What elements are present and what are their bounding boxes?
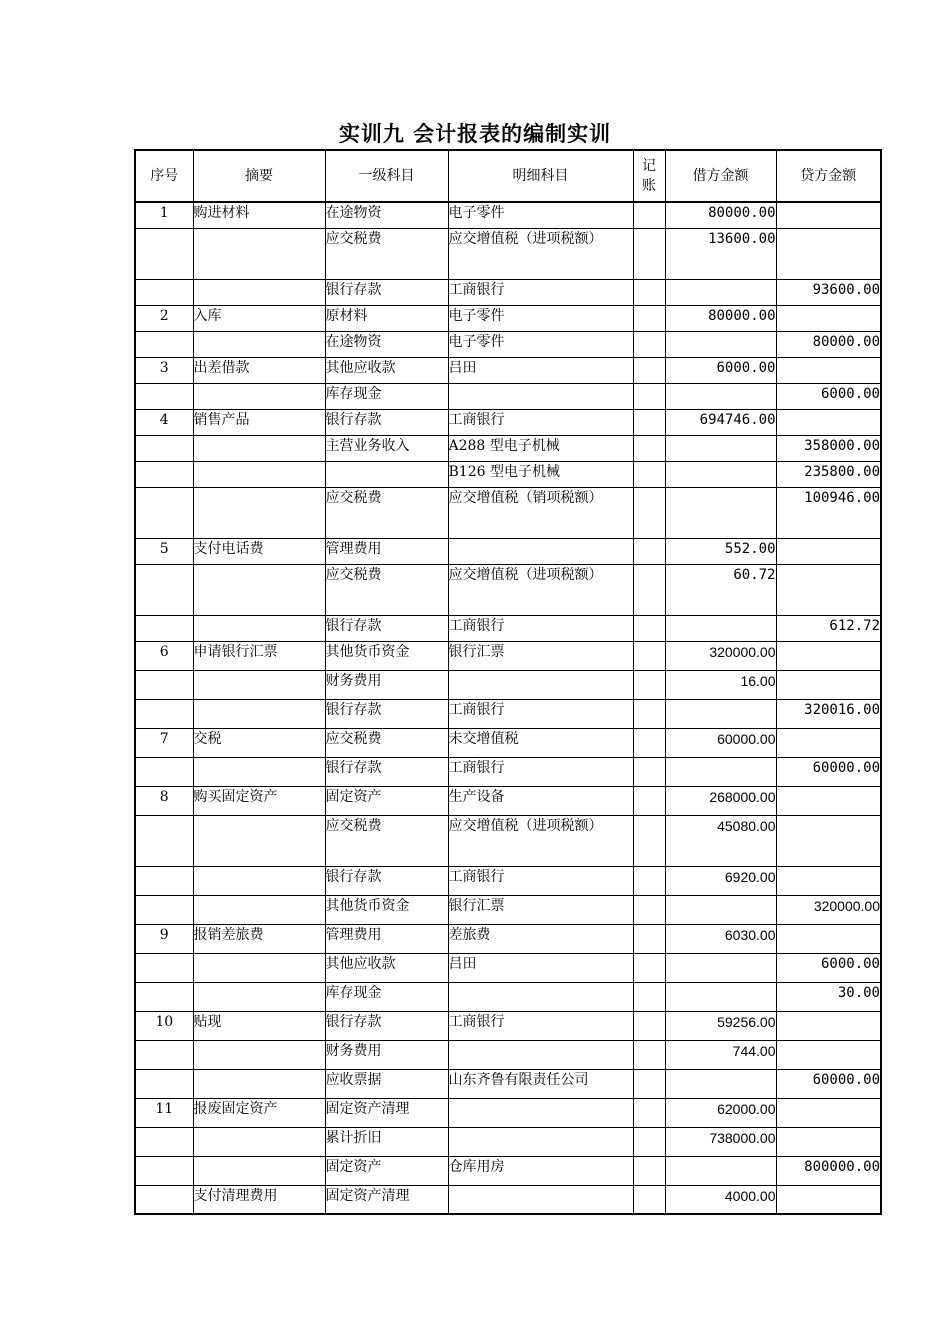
level1-account-cell: 应交税费 bbox=[325, 728, 448, 757]
detail-account-cell bbox=[448, 982, 633, 1011]
level1-account-cell: 其他货币资金 bbox=[325, 895, 448, 924]
header-seq: 序号 bbox=[135, 150, 193, 202]
credit-cell: 80000.00 bbox=[776, 331, 881, 357]
header-debit: 借方金额 bbox=[665, 150, 776, 202]
level1-account-cell: 在途物资 bbox=[325, 331, 448, 357]
level1-account-cell: 管理费用 bbox=[325, 538, 448, 564]
header-level1-account: 一级科目 bbox=[325, 150, 448, 202]
debit-cell: 16.00 bbox=[665, 670, 776, 699]
table-row bbox=[135, 538, 881, 564]
table-row bbox=[135, 1185, 881, 1214]
posted-cell bbox=[633, 757, 665, 786]
debit-cell bbox=[665, 953, 776, 982]
debit-cell: 45080.00 bbox=[665, 815, 776, 866]
posted-cell bbox=[633, 1098, 665, 1127]
credit-cell bbox=[776, 1040, 881, 1069]
seq-cell bbox=[135, 895, 193, 924]
posted-cell bbox=[633, 435, 665, 461]
seq-cell bbox=[135, 615, 193, 641]
seq-cell bbox=[135, 1185, 193, 1214]
debit-cell: 4000.00 bbox=[665, 1185, 776, 1214]
posted-cell bbox=[633, 728, 665, 757]
credit-cell: 6000.00 bbox=[776, 383, 881, 409]
posted-cell bbox=[633, 357, 665, 383]
table-row bbox=[135, 435, 881, 461]
summary-cell: 支付清理费用 bbox=[193, 1185, 325, 1214]
table-row bbox=[135, 895, 881, 924]
detail-account-cell: 生产设备 bbox=[448, 786, 633, 815]
table-row bbox=[135, 305, 881, 331]
detail-account-cell: 银行汇票 bbox=[448, 895, 633, 924]
credit-cell bbox=[776, 815, 881, 866]
debit-cell: 744.00 bbox=[665, 1040, 776, 1069]
level1-account-cell: 管理费用 bbox=[325, 924, 448, 953]
level1-account-cell: 固定资产 bbox=[325, 1156, 448, 1185]
level1-account-cell: 银行存款 bbox=[325, 866, 448, 895]
journal-table bbox=[134, 149, 882, 1215]
seq-cell bbox=[135, 331, 193, 357]
summary-cell bbox=[193, 331, 325, 357]
credit-cell bbox=[776, 728, 881, 757]
summary-cell bbox=[193, 461, 325, 487]
debit-cell: 80000.00 bbox=[665, 202, 776, 228]
table-row bbox=[135, 1127, 881, 1156]
summary-cell bbox=[193, 228, 325, 279]
debit-cell: 6030.00 bbox=[665, 924, 776, 953]
level1-account-cell: 固定资产清理 bbox=[325, 1098, 448, 1127]
credit-cell bbox=[776, 202, 881, 228]
table-body bbox=[135, 202, 881, 1214]
detail-account-cell: 差旅费 bbox=[448, 924, 633, 953]
posted-cell bbox=[633, 786, 665, 815]
posted-cell bbox=[633, 699, 665, 728]
level1-account-cell: 银行存款 bbox=[325, 409, 448, 435]
posted-cell bbox=[633, 228, 665, 279]
level1-account-cell: 库存现金 bbox=[325, 982, 448, 1011]
level1-account-cell: 固定资产清理 bbox=[325, 1185, 448, 1214]
level1-account-cell: 银行存款 bbox=[325, 279, 448, 305]
level1-account-cell: 应收票据 bbox=[325, 1069, 448, 1098]
credit-cell bbox=[776, 924, 881, 953]
debit-cell: 59256.00 bbox=[665, 1011, 776, 1040]
level1-account-cell: 其他货币资金 bbox=[325, 641, 448, 670]
debit-cell bbox=[665, 895, 776, 924]
page-title: 实训九 会计报表的编制实训 bbox=[338, 122, 612, 146]
summary-cell: 交税 bbox=[193, 728, 325, 757]
credit-cell bbox=[776, 786, 881, 815]
posted-cell bbox=[633, 564, 665, 615]
seq-cell: 10 bbox=[135, 1011, 193, 1040]
debit-cell bbox=[665, 487, 776, 538]
credit-cell: 612.72 bbox=[776, 615, 881, 641]
summary-cell bbox=[193, 982, 325, 1011]
seq-cell: 11 bbox=[135, 1098, 193, 1127]
detail-account-cell bbox=[448, 538, 633, 564]
summary-cell bbox=[193, 895, 325, 924]
header-posted bbox=[633, 150, 665, 202]
summary-cell bbox=[193, 1156, 325, 1185]
posted-cell bbox=[633, 305, 665, 331]
seq-cell: 5 bbox=[135, 538, 193, 564]
detail-account-cell: 吕田 bbox=[448, 953, 633, 982]
table-row bbox=[135, 641, 881, 670]
posted-cell bbox=[633, 538, 665, 564]
credit-cell bbox=[776, 305, 881, 331]
detail-account-cell: 吕田 bbox=[448, 357, 633, 383]
debit-cell bbox=[665, 279, 776, 305]
posted-cell bbox=[633, 982, 665, 1011]
seq-cell: 4 bbox=[135, 409, 193, 435]
summary-cell: 入库 bbox=[193, 305, 325, 331]
table-row bbox=[135, 202, 881, 228]
detail-account-cell: A288 型电子机械 bbox=[448, 435, 633, 461]
posted-cell bbox=[633, 924, 665, 953]
seq-cell bbox=[135, 1156, 193, 1185]
seq-cell bbox=[135, 564, 193, 615]
seq-cell: 7 bbox=[135, 728, 193, 757]
table-row bbox=[135, 982, 881, 1011]
level1-account-cell bbox=[325, 461, 448, 487]
posted-cell bbox=[633, 866, 665, 895]
summary-cell bbox=[193, 615, 325, 641]
summary-cell bbox=[193, 670, 325, 699]
credit-cell bbox=[776, 1127, 881, 1156]
detail-account-cell: 电子零件 bbox=[448, 202, 633, 228]
level1-account-cell: 主营业务收入 bbox=[325, 435, 448, 461]
table-row bbox=[135, 728, 881, 757]
credit-cell: 6000.00 bbox=[776, 953, 881, 982]
credit-cell bbox=[776, 357, 881, 383]
posted-cell bbox=[633, 1156, 665, 1185]
detail-account-cell: 工商银行 bbox=[448, 615, 633, 641]
debit-cell: 60000.00 bbox=[665, 728, 776, 757]
summary-cell: 出差借款 bbox=[193, 357, 325, 383]
posted-cell bbox=[633, 409, 665, 435]
level1-account-cell: 累计折旧 bbox=[325, 1127, 448, 1156]
credit-cell: 100946.00 bbox=[776, 487, 881, 538]
seq-cell bbox=[135, 1040, 193, 1069]
table-row bbox=[135, 786, 881, 815]
summary-cell: 申请银行汇票 bbox=[193, 641, 325, 670]
level1-account-cell: 在途物资 bbox=[325, 202, 448, 228]
level1-account-cell: 应交税费 bbox=[325, 815, 448, 866]
summary-cell bbox=[193, 953, 325, 982]
level1-account-cell: 银行存款 bbox=[325, 699, 448, 728]
summary-cell bbox=[193, 866, 325, 895]
table-row bbox=[135, 866, 881, 895]
table-row bbox=[135, 815, 881, 866]
table-row bbox=[135, 670, 881, 699]
table-row bbox=[135, 487, 881, 538]
seq-cell bbox=[135, 1069, 193, 1098]
summary-cell bbox=[193, 1040, 325, 1069]
debit-cell: 80000.00 bbox=[665, 305, 776, 331]
posted-cell bbox=[633, 670, 665, 699]
credit-cell: 235800.00 bbox=[776, 461, 881, 487]
debit-cell bbox=[665, 1069, 776, 1098]
summary-cell bbox=[193, 1069, 325, 1098]
posted-cell bbox=[633, 953, 665, 982]
posted-cell bbox=[633, 202, 665, 228]
table-row bbox=[135, 279, 881, 305]
credit-cell: 30.00 bbox=[776, 982, 881, 1011]
seq-cell: 2 bbox=[135, 305, 193, 331]
table-header-row bbox=[135, 150, 881, 202]
level1-account-cell: 其他应收款 bbox=[325, 357, 448, 383]
table-row bbox=[135, 1040, 881, 1069]
table-row bbox=[135, 1069, 881, 1098]
debit-cell: 60.72 bbox=[665, 564, 776, 615]
table-row bbox=[135, 757, 881, 786]
posted-cell bbox=[633, 1127, 665, 1156]
posted-cell bbox=[633, 461, 665, 487]
credit-cell bbox=[776, 1185, 881, 1214]
credit-cell: 320000.00 bbox=[776, 895, 881, 924]
seq-cell: 6 bbox=[135, 641, 193, 670]
table-row bbox=[135, 953, 881, 982]
summary-cell: 报销差旅费 bbox=[193, 924, 325, 953]
debit-cell: 62000.00 bbox=[665, 1098, 776, 1127]
debit-cell: 552.00 bbox=[665, 538, 776, 564]
posted-cell bbox=[633, 1011, 665, 1040]
debit-cell: 694746.00 bbox=[665, 409, 776, 435]
level1-account-cell: 银行存款 bbox=[325, 757, 448, 786]
detail-account-cell: 未交增值税 bbox=[448, 728, 633, 757]
table-row bbox=[135, 924, 881, 953]
detail-account-cell: 工商银行 bbox=[448, 279, 633, 305]
credit-cell bbox=[776, 409, 881, 435]
table-row bbox=[135, 1011, 881, 1040]
seq-cell: 8 bbox=[135, 786, 193, 815]
posted-cell bbox=[633, 641, 665, 670]
detail-account-cell: 应交增值税（销项税额） bbox=[448, 487, 633, 538]
debit-cell: 13600.00 bbox=[665, 228, 776, 279]
credit-cell bbox=[776, 670, 881, 699]
detail-account-cell bbox=[448, 383, 633, 409]
summary-cell: 贴现 bbox=[193, 1011, 325, 1040]
seq-cell: 3 bbox=[135, 357, 193, 383]
table-row bbox=[135, 357, 881, 383]
summary-cell bbox=[193, 1127, 325, 1156]
posted-cell bbox=[633, 487, 665, 538]
posted-cell bbox=[633, 331, 665, 357]
credit-cell: 93600.00 bbox=[776, 279, 881, 305]
detail-account-cell: 工商银行 bbox=[448, 757, 633, 786]
detail-account-cell: 工商银行 bbox=[448, 1011, 633, 1040]
table-row bbox=[135, 1098, 881, 1127]
summary-cell: 购进材料 bbox=[193, 202, 325, 228]
header-summary: 摘要 bbox=[193, 150, 325, 202]
debit-cell bbox=[665, 982, 776, 1011]
detail-account-cell bbox=[448, 1040, 633, 1069]
seq-cell bbox=[135, 1127, 193, 1156]
summary-cell bbox=[193, 699, 325, 728]
header-detail-account: 明细科目 bbox=[448, 150, 633, 202]
summary-cell: 购买固定资产 bbox=[193, 786, 325, 815]
level1-account-cell: 应交税费 bbox=[325, 564, 448, 615]
credit-cell: 60000.00 bbox=[776, 1069, 881, 1098]
credit-cell: 800000.00 bbox=[776, 1156, 881, 1185]
seq-cell bbox=[135, 461, 193, 487]
level1-account-cell: 应交税费 bbox=[325, 487, 448, 538]
debit-cell bbox=[665, 615, 776, 641]
credit-cell bbox=[776, 228, 881, 279]
seq-cell bbox=[135, 435, 193, 461]
posted-cell bbox=[633, 615, 665, 641]
debit-cell bbox=[665, 699, 776, 728]
debit-cell bbox=[665, 383, 776, 409]
table-row bbox=[135, 615, 881, 641]
summary-cell bbox=[193, 279, 325, 305]
table-row bbox=[135, 564, 881, 615]
seq-cell bbox=[135, 699, 193, 728]
seq-cell bbox=[135, 670, 193, 699]
credit-cell bbox=[776, 538, 881, 564]
table-row bbox=[135, 331, 881, 357]
table-row bbox=[135, 1156, 881, 1185]
posted-cell bbox=[633, 895, 665, 924]
detail-account-cell: 工商银行 bbox=[448, 699, 633, 728]
credit-cell: 320016.00 bbox=[776, 699, 881, 728]
level1-account-cell: 固定资产 bbox=[325, 786, 448, 815]
posted-cell bbox=[633, 1069, 665, 1098]
seq-cell bbox=[135, 228, 193, 279]
detail-account-cell bbox=[448, 1098, 633, 1127]
seq-cell bbox=[135, 953, 193, 982]
table-row bbox=[135, 461, 881, 487]
debit-cell bbox=[665, 331, 776, 357]
summary-cell bbox=[193, 383, 325, 409]
level1-account-cell: 银行存款 bbox=[325, 615, 448, 641]
detail-account-cell: 电子零件 bbox=[448, 331, 633, 357]
posted-cell bbox=[633, 279, 665, 305]
summary-cell bbox=[193, 815, 325, 866]
level1-account-cell: 库存现金 bbox=[325, 383, 448, 409]
table-row bbox=[135, 228, 881, 279]
header-posted-label: 记账 bbox=[642, 158, 656, 194]
level1-account-cell: 应交税费 bbox=[325, 228, 448, 279]
detail-account-cell: 工商银行 bbox=[448, 866, 633, 895]
seq-cell bbox=[135, 383, 193, 409]
seq-cell bbox=[135, 487, 193, 538]
detail-account-cell: B126 型电子机械 bbox=[448, 461, 633, 487]
posted-cell bbox=[633, 815, 665, 866]
seq-cell bbox=[135, 866, 193, 895]
detail-account-cell bbox=[448, 670, 633, 699]
detail-account-cell bbox=[448, 1127, 633, 1156]
debit-cell bbox=[665, 757, 776, 786]
detail-account-cell: 山东齐鲁有限责任公司 bbox=[448, 1069, 633, 1098]
debit-cell: 6000.00 bbox=[665, 357, 776, 383]
debit-cell bbox=[665, 435, 776, 461]
level1-account-cell: 原材料 bbox=[325, 305, 448, 331]
credit-cell: 358000.00 bbox=[776, 435, 881, 461]
seq-cell: 9 bbox=[135, 924, 193, 953]
level1-account-cell: 财务费用 bbox=[325, 1040, 448, 1069]
detail-account-cell: 银行汇票 bbox=[448, 641, 633, 670]
credit-cell bbox=[776, 1011, 881, 1040]
summary-cell: 支付电话费 bbox=[193, 538, 325, 564]
detail-account-cell: 仓库用房 bbox=[448, 1156, 633, 1185]
seq-cell: 1 bbox=[135, 202, 193, 228]
detail-account-cell: 应交增值税（进项税额） bbox=[448, 815, 633, 866]
debit-cell: 320000.00 bbox=[665, 641, 776, 670]
table-row bbox=[135, 409, 881, 435]
header-credit: 贷方金额 bbox=[776, 150, 881, 202]
debit-cell: 268000.00 bbox=[665, 786, 776, 815]
detail-account-cell: 应交增值税（进项税额） bbox=[448, 564, 633, 615]
seq-cell bbox=[135, 279, 193, 305]
detail-account-cell: 应交增值税（进项税额） bbox=[448, 228, 633, 279]
posted-cell bbox=[633, 1040, 665, 1069]
summary-cell bbox=[193, 564, 325, 615]
summary-cell: 销售产品 bbox=[193, 409, 325, 435]
summary-cell bbox=[193, 757, 325, 786]
seq-cell bbox=[135, 815, 193, 866]
summary-cell: 报废固定资产 bbox=[193, 1098, 325, 1127]
debit-cell: 6920.00 bbox=[665, 866, 776, 895]
credit-cell bbox=[776, 866, 881, 895]
credit-cell bbox=[776, 1098, 881, 1127]
table-row bbox=[135, 699, 881, 728]
credit-cell bbox=[776, 641, 881, 670]
seq-cell bbox=[135, 757, 193, 786]
level1-account-cell: 其他应收款 bbox=[325, 953, 448, 982]
seq-cell bbox=[135, 982, 193, 1011]
credit-cell: 60000.00 bbox=[776, 757, 881, 786]
table-row bbox=[135, 383, 881, 409]
debit-cell bbox=[665, 461, 776, 487]
debit-cell: 738000.00 bbox=[665, 1127, 776, 1156]
summary-cell bbox=[193, 487, 325, 538]
credit-cell bbox=[776, 564, 881, 615]
detail-account-cell: 工商银行 bbox=[448, 409, 633, 435]
posted-cell bbox=[633, 1185, 665, 1214]
detail-account-cell bbox=[448, 1185, 633, 1214]
level1-account-cell: 财务费用 bbox=[325, 670, 448, 699]
detail-account-cell: 电子零件 bbox=[448, 305, 633, 331]
debit-cell bbox=[665, 1156, 776, 1185]
summary-cell bbox=[193, 435, 325, 461]
posted-cell bbox=[633, 383, 665, 409]
level1-account-cell: 银行存款 bbox=[325, 1011, 448, 1040]
